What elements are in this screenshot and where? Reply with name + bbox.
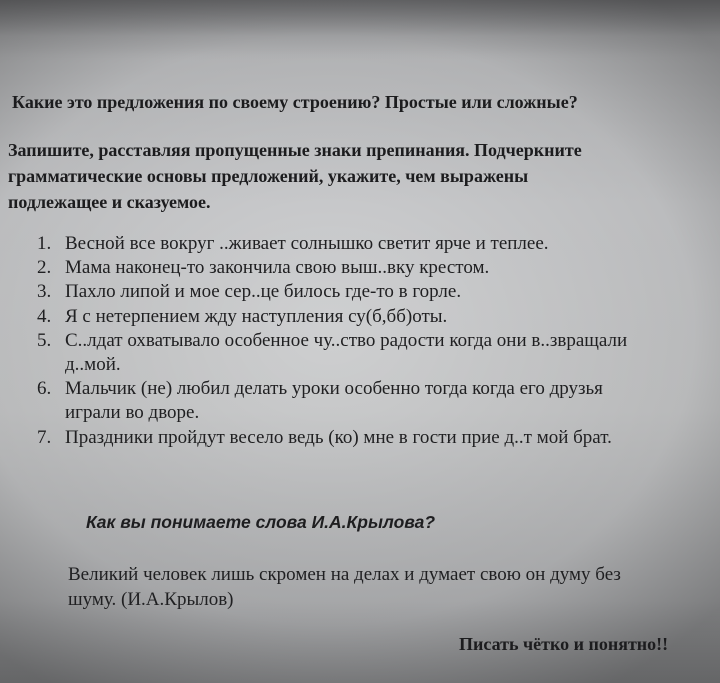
sentence-item [37, 280, 627, 304]
sentence-number: 7. [37, 426, 52, 448]
sentence-item [37, 305, 627, 329]
sentence-text: Праздники пройдут весело ведь (ко) мне в гости прие д..т мой брат. [65, 426, 612, 448]
krylov-question: Как вы понимаете слова И.А.Крылова? [86, 512, 436, 532]
sentence-item [37, 256, 627, 280]
sentence-text: Весной все вокруг ..живает солнышко светит ярче и теплее. [65, 233, 549, 254]
structure-question: Какие это предложения по своему строению? Простые или сложные? [12, 92, 578, 112]
footer-note: Писать чётко и понятно!! [459, 634, 669, 654]
sentence-text: Я с нетерпением жду наступления су(б,бб)оты. [65, 305, 448, 327]
sentence-item [37, 329, 627, 377]
sentence-list [37, 232, 627, 450]
task-line: Запишите, расставляя пропущенные знаки препинания. Подчеркните [8, 140, 582, 160]
krylov-quote [68, 562, 621, 612]
sentence-text-continued: играли во дворе. [65, 402, 200, 424]
sentence-text: Пахло липой и мое сер..це билось где-то в горле. [65, 281, 462, 303]
task-instructions [8, 137, 582, 215]
sentence-number: 5. [37, 329, 52, 351]
sentence-text-continued: д..мой. [65, 354, 121, 376]
sentence-item [37, 377, 627, 425]
sentence-number: 4. [37, 305, 52, 327]
sentence-text: Мальчик (не) любил делать уроки особенно тогда когда его друзья [65, 378, 603, 400]
sentence-number: 1. [37, 233, 52, 254]
sentence-item [37, 232, 627, 256]
sentence-number: 3. [37, 281, 52, 303]
page-top-shadow [0, 0, 720, 60]
sentence-text: Мама наконец-то закончила свою выш..вку крестом. [65, 257, 490, 279]
quote-line: шуму. (И.А.Крылов) [68, 589, 234, 610]
sentence-item [37, 426, 627, 450]
task-line: грамматические основы предложений, укажите, чем выражены [8, 166, 529, 186]
sentence-number: 6. [37, 378, 52, 400]
sentence-number: 2. [37, 257, 52, 279]
sentence-text: С..лдат охватывало особенное чу..ство радости когда они в..звращали [65, 329, 628, 351]
task-line: подлежащее и сказуемое. [8, 192, 211, 212]
quote-line: Великий человек лишь скромен на делах и думает свою он думу без [68, 564, 621, 585]
